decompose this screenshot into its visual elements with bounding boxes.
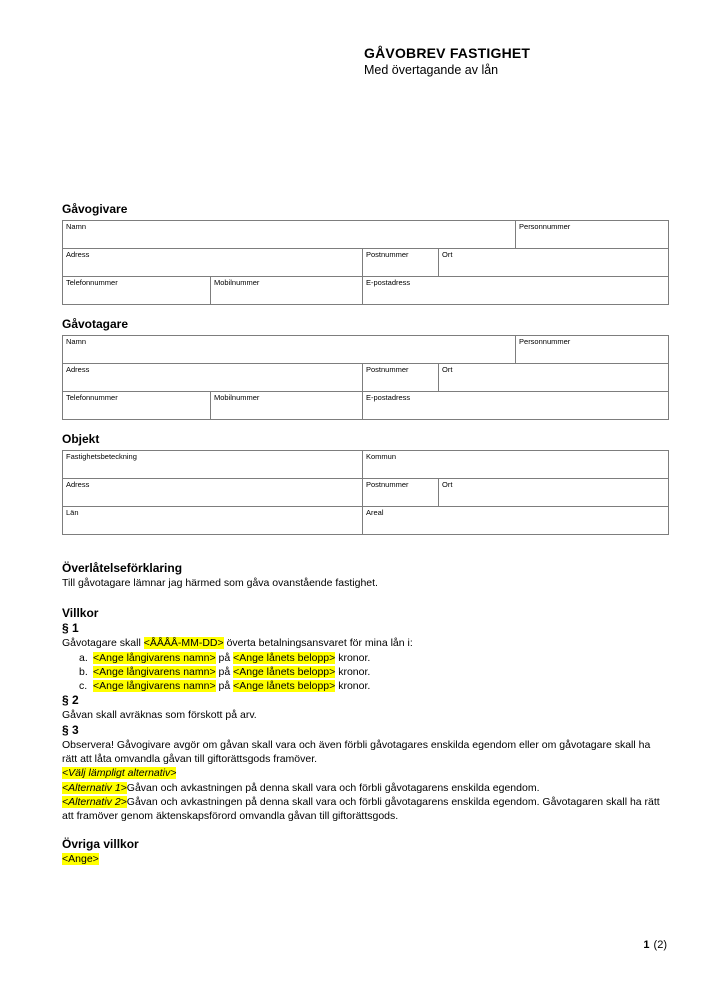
field-label: E-postadress xyxy=(366,393,411,402)
table-row xyxy=(63,336,669,364)
field-label: Postnummer xyxy=(366,480,409,489)
paragraph-1-pre: Gåvotagare skall xyxy=(62,637,144,650)
lender-placeholder: <Ange långivarens namn> xyxy=(93,651,216,664)
paragraph-1-body xyxy=(62,636,668,650)
list-marker: b. xyxy=(79,665,88,678)
loan-mid: på xyxy=(215,680,234,693)
objekt-heading: Objekt xyxy=(62,432,100,446)
loan-suffix: kronor. xyxy=(335,665,371,678)
field-label: Personnummer xyxy=(519,222,571,231)
paragraph-2-body: Gåvan skall avräknas som förskott på arv. xyxy=(62,709,257,722)
alternative-2-tag: <Alternativ 2> xyxy=(62,795,127,808)
table-row xyxy=(63,479,669,507)
field-namn xyxy=(63,336,516,364)
field-mobilnummer xyxy=(211,392,363,420)
field-lan xyxy=(63,507,363,535)
list-item xyxy=(62,679,668,693)
choose-alternative-placeholder: <Välj lämpligt alternativ> xyxy=(62,767,177,780)
loan-mid: på xyxy=(215,651,234,664)
field-postnummer xyxy=(363,364,439,392)
page-number xyxy=(643,938,667,952)
other-terms-placeholder: <Ange> xyxy=(62,852,99,865)
field-mobilnummer xyxy=(211,277,363,305)
loan-list xyxy=(62,651,668,694)
document-header xyxy=(364,45,530,78)
loan-suffix: kronor. xyxy=(335,680,371,693)
field-epostadress xyxy=(363,277,669,305)
field-label: Postnummer xyxy=(366,365,409,374)
alternative-1-tag: <Alternativ 1> xyxy=(62,781,127,794)
section-objekt xyxy=(62,432,668,535)
field-label: Postnummer xyxy=(366,250,409,259)
body-text xyxy=(62,561,668,866)
field-fastighetsbeteckning xyxy=(63,451,363,479)
gavogivare-heading: Gåvogivare xyxy=(62,202,128,216)
field-adress xyxy=(63,249,363,277)
lender-placeholder: <Ange långivarens namn> xyxy=(93,665,216,678)
field-telefonnummer xyxy=(63,392,211,420)
amount-placeholder: <Ange lånets belopp> xyxy=(233,665,336,678)
date-placeholder: <ÅÅÅÅ-MM-DD> xyxy=(143,637,224,650)
field-ort xyxy=(439,249,669,277)
loan-text xyxy=(93,651,668,665)
field-label: E-postadress xyxy=(366,278,411,287)
field-label: Adress xyxy=(66,365,90,374)
field-label: Adress xyxy=(66,480,90,489)
page-number-total: (2) xyxy=(653,939,667,951)
other-terms-heading: Övriga villkor xyxy=(62,836,139,851)
paragraph-3-label: § 3 xyxy=(62,722,79,737)
loan-suffix: kronor. xyxy=(335,651,371,664)
field-namn xyxy=(63,221,516,249)
list-marker: c. xyxy=(79,680,88,693)
field-label: Namn xyxy=(66,222,87,231)
field-label: Ort xyxy=(442,365,453,374)
field-label: Telefonnummer xyxy=(66,393,118,402)
field-label: Ort xyxy=(442,480,453,489)
field-label: Adress xyxy=(66,250,90,259)
page-number-current: 1 xyxy=(643,939,650,951)
field-adress xyxy=(63,364,363,392)
section-gavogivare xyxy=(62,202,668,305)
field-label: Areal xyxy=(366,508,384,517)
table-row xyxy=(63,277,669,305)
field-epostadress xyxy=(363,392,669,420)
field-label: Mobilnummer xyxy=(214,393,260,402)
field-label: Mobilnummer xyxy=(214,278,260,287)
list-item xyxy=(62,665,668,679)
table-row xyxy=(63,249,669,277)
alternative-2-text: Gåvan och avkastningen på denna skall vara och förbli gåvotagarens enskilda egendom. Gåvotagaren skall ha rätt att framöver genom äktenskapsförord omvandla gåvan till giftorättsgods. xyxy=(62,795,660,823)
field-label: Ort xyxy=(442,250,453,259)
field-label: Kommun xyxy=(366,452,397,461)
field-ort xyxy=(439,364,669,392)
document-subtitle: Med övertagande av lån xyxy=(364,63,499,77)
other-terms-line xyxy=(62,852,668,866)
list-item xyxy=(62,651,668,665)
amount-placeholder: <Ange lånets belopp> xyxy=(233,651,336,664)
table-row xyxy=(63,451,669,479)
gavogivare-table xyxy=(62,220,669,305)
table-row xyxy=(63,392,669,420)
alternative-2-line xyxy=(62,795,668,824)
field-label: Län xyxy=(66,508,79,517)
field-label: Telefonnummer xyxy=(66,278,118,287)
field-personnummer xyxy=(516,221,669,249)
list-marker: a. xyxy=(79,651,88,664)
declaration-body: Till gåvotagare lämnar jag härmed som gåva ovanstående fastighet. xyxy=(62,577,378,589)
loan-text xyxy=(93,665,668,679)
field-ort xyxy=(439,479,669,507)
document-title: GÅVOBREV FASTIGHET xyxy=(364,45,531,61)
table-row xyxy=(63,364,669,392)
loan-text xyxy=(93,679,668,693)
table-row xyxy=(63,221,669,249)
field-areal xyxy=(363,507,669,535)
lender-placeholder: <Ange långivarens namn> xyxy=(93,680,216,693)
alternative-1-text: Gåvan och avkastningen på denna skall vara och förbli gåvotagarens enskilda egendom. xyxy=(126,781,540,794)
section-gavotagare xyxy=(62,317,668,420)
field-label: Fastighetsbeteckning xyxy=(66,452,137,461)
field-telefonnummer xyxy=(63,277,211,305)
loan-mid: på xyxy=(215,665,234,678)
gavotagare-heading: Gåvotagare xyxy=(62,317,129,331)
paragraph-3-body: Observera! Gåvogivare avgör om gåvan skall vara och även förbli gåvotagares enskilda egendom eller om gåvotagare skall ha rätt att låta omvandla gåvan till giftorättsgods framöver. xyxy=(62,738,651,766)
field-postnummer xyxy=(363,479,439,507)
field-adress xyxy=(63,479,363,507)
paragraph-1-label: § 1 xyxy=(62,621,79,636)
field-postnummer xyxy=(363,249,439,277)
field-label: Namn xyxy=(66,337,87,346)
field-label: Personnummer xyxy=(519,337,571,346)
paragraph-1-post: överta betalningsansvaret för mina lån i: xyxy=(223,637,413,650)
objekt-table xyxy=(62,450,669,535)
alternative-1-line xyxy=(62,781,668,795)
choose-alternative-line xyxy=(62,766,668,780)
table-row xyxy=(63,507,669,535)
declaration-heading: Överlåtelseförklaring xyxy=(62,561,183,575)
paragraph-2-label: § 2 xyxy=(62,693,79,708)
field-personnummer xyxy=(516,336,669,364)
gavotagare-table xyxy=(62,335,669,420)
amount-placeholder: <Ange lånets belopp> xyxy=(233,680,336,693)
terms-heading: Villkor xyxy=(62,606,99,621)
field-kommun xyxy=(363,451,669,479)
